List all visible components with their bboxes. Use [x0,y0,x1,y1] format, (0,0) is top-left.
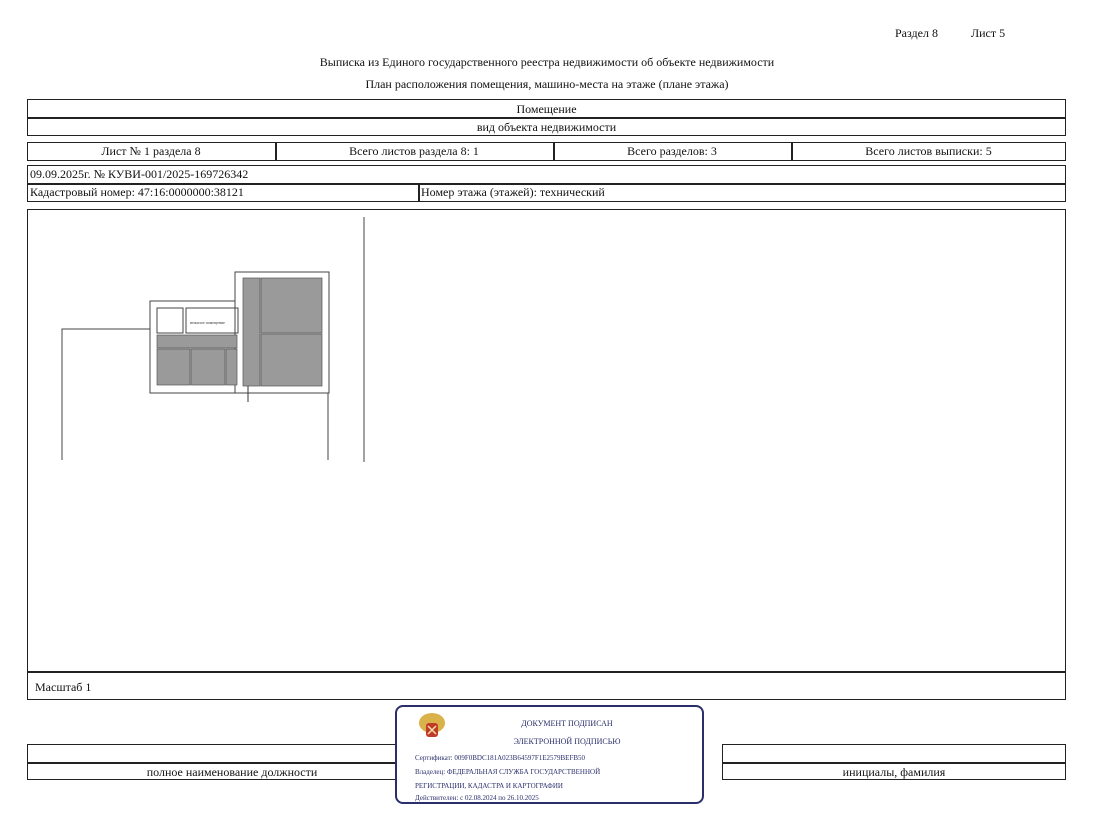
record-number: 09.09.2025г. № КУВИ-001/2025-169726342 [30,167,249,181]
position-label: полное наименование должности [146,765,318,779]
sheet-number: Лист 5 [971,26,1006,40]
divider [418,183,420,202]
section-number: Раздел 8 [895,26,938,40]
plan-room-shaded [157,335,237,348]
document-title: Выписка из Единого государственного реестра недвижимости об объекте недвижимости [319,55,775,69]
floor-number: Номер этажа (этажей): технический [421,185,605,199]
plan-room-shaded [226,349,237,385]
stamp-certificate: Сертификат: 009F0BDC181A023B64597F1E2579BEFB50 [415,754,586,762]
coat-of-arms-icon [417,711,447,745]
plan-room-shaded [261,278,322,333]
plan-room-shaded [191,349,225,385]
electronic-signature-stamp [395,705,704,804]
name-label: инициалы, фамилия [842,765,946,779]
divider [27,671,1066,673]
object-kind-label: вид объекта недвижимости [476,120,617,134]
scale-label: Масштаб 1 [35,680,92,694]
stamp-line1: ДОКУМЕНТ ПОДПИСАН [521,719,613,728]
summary-sections: Всего разделов: 3 [627,144,717,158]
floor-plan-drawing [30,212,380,467]
stamp-owner-line2: РЕГИСТРАЦИИ, КАДАСТРА И КАРТОГРАФИИ [415,782,563,790]
stamp-validity: Действителен: с 02.08.2024 по 26.10.2025 [415,794,539,802]
plan-room-shaded [157,349,190,385]
summary-sheet: Лист № 1 раздела 8 [101,144,201,158]
plan-room-label: нежилое помещение [190,320,225,325]
plan-room-shaded [261,334,322,386]
stamp-line2: ЭЛЕКТРОННОЙ ПОДПИСЬЮ [457,737,677,747]
plan-boundary-line [62,329,150,460]
plan-room-shaded [243,278,260,386]
cadastral-number: Кадастровый номер: 47:16:0000000:38121 [30,185,244,199]
object-name: Помещение [516,102,577,116]
document-subtitle: План расположения помещения, машино-места на этаже (плане этажа) [365,77,729,91]
summary-section-sheets: Всего листов раздела 8: 1 [349,144,479,158]
stamp-owner-line1: Владелец: ФЕДЕРАЛЬНАЯ СЛУЖБА ГОСУДАРСТВЕННОЙ [415,768,601,776]
summary-total-sheets: Всего листов выписки: 5 [865,144,992,158]
